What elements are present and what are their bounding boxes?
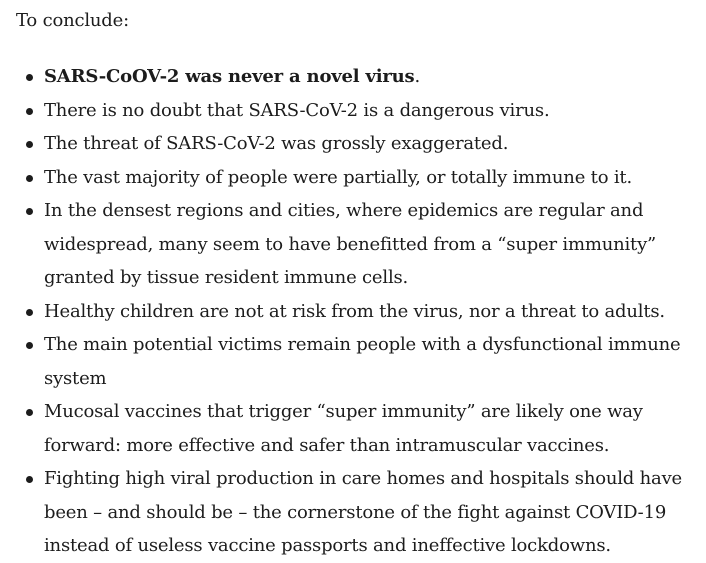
- bullet-icon: [26, 74, 33, 81]
- list-item-text: Fighting high viral production in care homes and hospitals should have been – and should be – the cornerstone of the fight against COVID-19 instead of useless vaccine passports and ineffective lockdowns.: [44, 468, 682, 556]
- list-item-text: The threat of SARS-CoV-2 was grossly exaggerated.: [44, 133, 509, 154]
- list-item: [16, 94, 694, 128]
- list-item-text: Mucosal vaccines that trigger “super immunity” are likely one way forward: more effective and safer than intramuscular vaccines.: [44, 401, 643, 456]
- list-item: [16, 328, 694, 395]
- bullet-icon: [26, 409, 33, 416]
- list-item-text: Healthy children are not at risk from the virus, nor a threat to adults.: [44, 300, 665, 322]
- list-item: [16, 194, 694, 295]
- list-item-text: There is no doubt that SARS-CoV-2 is a dangerous virus.: [44, 99, 550, 121]
- list-item-text: In the densest regions and cities, where epidemics are regular and widespread, many seem to have benefitted from a “super immunity” granted by tissue resident immune cells.: [44, 200, 657, 288]
- conclusion-list: [16, 60, 706, 563]
- bullet-icon: [26, 108, 33, 115]
- bullet-icon: [26, 342, 33, 349]
- list-item-text: .: [414, 66, 420, 87]
- list-item-text: The vast majority of people were partially, or totally immune to it.: [44, 166, 632, 188]
- list-item: [16, 295, 694, 329]
- list-item-text: The main potential victims remain people with a dysfunctional immune system: [44, 334, 681, 389]
- list-item: [16, 161, 694, 195]
- bullet-icon: [26, 141, 33, 148]
- list-item: [16, 395, 694, 462]
- list-item-bold-text: SARS-CoOV-2 was never a novel virus: [44, 66, 415, 87]
- bullet-icon: [26, 309, 33, 316]
- list-item: [16, 127, 694, 161]
- bullet-icon: [26, 175, 33, 182]
- conclusion-heading: To conclude:: [16, 10, 129, 31]
- bullet-icon: [26, 476, 33, 483]
- list-item: [16, 462, 694, 563]
- list-item: [16, 60, 694, 94]
- bullet-icon: [26, 208, 33, 215]
